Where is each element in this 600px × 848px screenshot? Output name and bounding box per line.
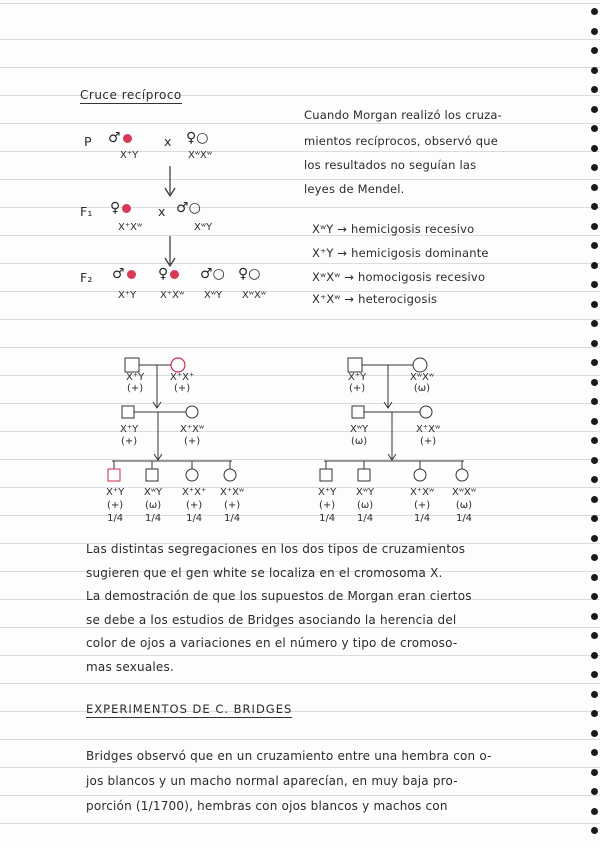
f2-male-white: ♂○ bbox=[200, 266, 225, 282]
binder-hole bbox=[591, 476, 598, 483]
binder-hole bbox=[591, 242, 598, 249]
binder-hole bbox=[591, 691, 598, 698]
paragraph-line: se debe a los estudios de Bridges asociando la herencia del bbox=[86, 612, 457, 627]
binder-hole bbox=[591, 418, 598, 425]
p-male-genotype: X⁺Y bbox=[120, 150, 139, 161]
f2-genotype-2: X⁺Xʷ bbox=[160, 290, 185, 301]
red-eye-dot bbox=[123, 134, 132, 143]
note-line: los resultados no seguían las bbox=[304, 158, 477, 172]
paragraph-line: porción (1/1700), hembras con ojos blancos y machos con bbox=[86, 799, 448, 813]
binder-hole bbox=[591, 769, 598, 776]
note-line: leyes de Mendel. bbox=[304, 182, 405, 196]
right-child-3: X⁺Xʷ (+) 1/4 bbox=[410, 487, 435, 524]
f2-label: F₂ bbox=[80, 270, 93, 285]
binder-hole bbox=[591, 808, 598, 815]
binder-hole bbox=[591, 574, 598, 581]
f1-label: F₁ bbox=[80, 204, 93, 219]
binder-hole bbox=[591, 827, 598, 834]
binder-hole bbox=[591, 145, 598, 152]
paragraph-line: color de ojos a variaciones en el número y tipo de cromoso- bbox=[86, 636, 458, 650]
binder-hole bbox=[591, 749, 598, 756]
binder-hole bbox=[591, 47, 598, 54]
binder-hole bbox=[591, 106, 598, 113]
right-child-1: X⁺Y (+) 1/4 bbox=[318, 487, 337, 524]
definition-item: X⁺Xʷ → heterocigosis bbox=[312, 292, 438, 306]
right-f1b-label: X⁺Xʷ (+) bbox=[416, 424, 441, 447]
binder-hole bbox=[591, 788, 598, 795]
binder-hole bbox=[591, 671, 598, 678]
binder-hole bbox=[591, 340, 598, 347]
paragraph-line: jos blancos y un macho normal aparecían, en muy baja pro- bbox=[86, 774, 458, 788]
f2-male-red: ♂ bbox=[112, 266, 136, 282]
pedigree-right-lines bbox=[322, 350, 492, 470]
f2-genotype-3: XʷY bbox=[204, 290, 223, 301]
binder-hole bbox=[591, 28, 598, 35]
definition-item: XʷY → hemicigosis recesivo bbox=[312, 222, 475, 236]
p-female-genotype: XʷXʷ bbox=[188, 150, 213, 161]
right-p1-label: X⁺Y (+) bbox=[348, 372, 367, 394]
binder-hole bbox=[591, 262, 598, 269]
red-eye-dot bbox=[127, 270, 136, 279]
f1-male-genotype: XʷY bbox=[194, 222, 213, 233]
paragraph-segregaciones bbox=[86, 538, 546, 679]
binder-hole bbox=[591, 164, 598, 171]
binder-hole bbox=[591, 593, 598, 600]
cross-symbol: x bbox=[164, 134, 172, 149]
binder-hole bbox=[591, 86, 598, 93]
male-symbol-f1: ♂○ bbox=[176, 200, 201, 216]
section-title-cruce-reciproco: Cruce recíproco bbox=[80, 88, 182, 102]
left-f1a-label: X⁺Y (+) bbox=[120, 424, 139, 447]
pedigree-left-lines bbox=[100, 350, 270, 470]
female-symbol-f1: ♀ bbox=[110, 200, 131, 216]
red-eye-dot bbox=[170, 270, 179, 279]
female-symbol: ♀○ bbox=[186, 130, 209, 146]
definition-item: X⁺Y → hemicigosis dominante bbox=[312, 246, 489, 260]
male-symbol: ♂ bbox=[108, 130, 132, 146]
down-arrow-icon bbox=[160, 164, 180, 200]
left-p1-label: X⁺Y (+) bbox=[126, 372, 145, 394]
pedigree-right-offspring bbox=[314, 455, 484, 485]
down-arrow-icon bbox=[160, 234, 180, 270]
red-eye-dot bbox=[122, 204, 131, 213]
binder-hole bbox=[591, 554, 598, 561]
paragraph-line: mas sexuales. bbox=[86, 659, 174, 674]
binder-hole bbox=[591, 652, 598, 659]
left-child-2: XʷY (ω) 1/4 bbox=[144, 487, 163, 524]
binder-hole bbox=[591, 320, 598, 327]
p-label: P bbox=[84, 134, 92, 149]
paragraph-line: sugieren que el gen white se localiza en el cromosoma X. bbox=[86, 565, 443, 580]
binder-hole bbox=[591, 184, 598, 191]
left-child-1: X⁺Y (+) 1/4 bbox=[106, 487, 125, 524]
right-p2-label: XʷXʷ (ω) bbox=[410, 372, 435, 394]
cross-symbol-f1: x bbox=[158, 204, 166, 219]
binder-hole bbox=[591, 301, 598, 308]
binder-holes bbox=[588, 0, 598, 848]
right-f1a-label: XʷY (ω) bbox=[350, 424, 369, 447]
f2-genotype-4: XʷXʷ bbox=[242, 290, 267, 301]
binder-hole bbox=[591, 730, 598, 737]
note-line: mientos recíprocos, observó que bbox=[304, 134, 498, 148]
binder-hole bbox=[591, 496, 598, 503]
pedigree-left-offspring bbox=[100, 455, 270, 485]
binder-hole bbox=[591, 515, 598, 522]
binder-hole bbox=[591, 203, 598, 210]
paragraph-line: Bridges observó que en un cruzamiento entre una hembra con o- bbox=[86, 749, 492, 763]
f2-female-red: ♀ bbox=[158, 266, 179, 282]
right-child-4: XʷXʷ (ω) 1/4 bbox=[452, 487, 477, 524]
left-f1b-label: X⁺Xʷ (+) bbox=[180, 424, 205, 447]
binder-hole bbox=[591, 632, 598, 639]
binder-hole bbox=[591, 223, 598, 230]
binder-hole bbox=[591, 379, 598, 386]
binder-hole bbox=[591, 457, 598, 464]
binder-hole bbox=[591, 359, 598, 366]
left-p2-label: X⁺X⁺ (+) bbox=[170, 372, 195, 394]
paragraph-bridges bbox=[86, 744, 546, 819]
binder-hole bbox=[591, 281, 598, 288]
f2-genotype-1: X⁺Y bbox=[118, 290, 137, 301]
left-child-3: X⁺X⁺ (+) 1/4 bbox=[182, 487, 207, 524]
binder-hole bbox=[591, 398, 598, 405]
f2-female-white: ♀○ bbox=[238, 266, 261, 282]
right-child-2: XʷY (ω) 1/4 bbox=[356, 487, 375, 524]
definition-item: XʷXʷ → homocigosis recesivo bbox=[312, 270, 486, 284]
binder-hole bbox=[591, 710, 598, 717]
f1-female-genotype: X⁺Xʷ bbox=[118, 222, 143, 233]
binder-hole bbox=[591, 125, 598, 132]
paragraph-line: La demostración de que los supuestos de Morgan eran ciertos bbox=[86, 589, 472, 603]
binder-hole bbox=[591, 613, 598, 620]
binder-hole bbox=[591, 535, 598, 542]
binder-hole bbox=[591, 8, 598, 15]
binder-hole bbox=[591, 437, 598, 444]
binder-hole bbox=[591, 67, 598, 74]
note-line: Cuando Morgan realizó los cruza- bbox=[304, 108, 502, 122]
paragraph-line: Las distintas segregaciones en los dos tipos de cruzamientos bbox=[86, 542, 466, 556]
left-child-4: X⁺Xʷ (+) 1/4 bbox=[220, 487, 245, 524]
section-title-experimentos: EXPERIMENTOS DE C. BRIDGES bbox=[86, 702, 293, 716]
